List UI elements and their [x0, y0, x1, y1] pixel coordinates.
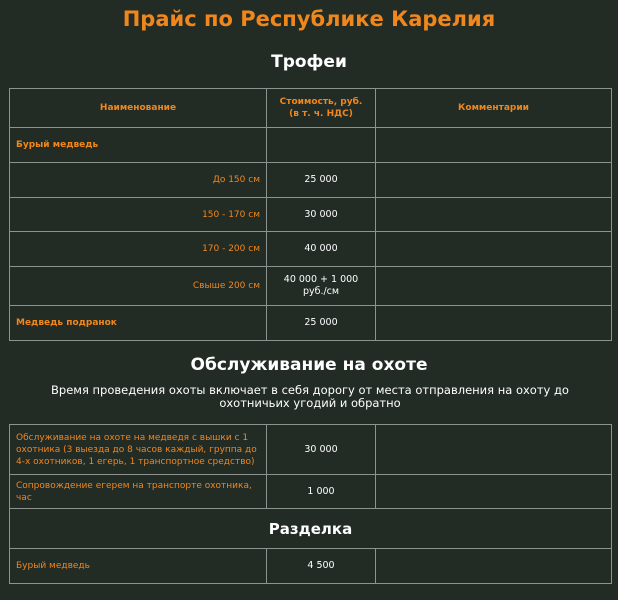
table-row [10, 198, 612, 232]
row-comment [376, 163, 612, 198]
row-price: 25 000 [267, 163, 376, 198]
table-row [10, 128, 612, 163]
service-note: Время проведения охоты включает в себя дорогу от места отправления на охоту до охотничьих угодий и обратно [51, 383, 569, 410]
row-price: 4 500 [267, 549, 376, 584]
table-row [10, 425, 612, 475]
row-name: Медведь подранок [10, 306, 267, 341]
row-comment [376, 232, 612, 267]
table-row [10, 306, 612, 341]
row-name: Бурый медведь [10, 549, 267, 584]
section-heading-butchering: Разделка [10, 509, 612, 549]
row-price: 30 000 [267, 198, 376, 232]
column-header-comment: Комментарии [376, 89, 612, 128]
row-name: Свыше 200 см [10, 267, 267, 306]
row-price: 40 000 [267, 232, 376, 267]
row-comment [376, 306, 612, 341]
trophies-table [9, 88, 612, 341]
page-title: Прайс по Республике Карелия [122, 7, 496, 31]
column-header-name: Наименование [10, 89, 267, 128]
row-comment [376, 549, 612, 584]
row-comment [376, 475, 612, 509]
row-comment [376, 425, 612, 475]
row-price: 25 000 [267, 306, 376, 341]
column-header-price: Стоимость, руб. (в т. ч. НДС) [267, 89, 376, 128]
table-row [10, 232, 612, 267]
row-comment [376, 267, 612, 306]
row-price: 40 000 + 1 000 руб./см [267, 267, 376, 306]
table-header-row [10, 89, 612, 128]
row-name: До 150 см [10, 163, 267, 198]
row-name: Обслуживание на охоте на медведя с вышки с 1 охотника (3 выезда до 8 часов каждый, группа до 4-х охотников, 1 егерь, 1 транспортное средство) [10, 425, 267, 475]
row-price: 1 000 [267, 475, 376, 509]
table-row [10, 163, 612, 198]
row-name: Сопровождение егерем на транспорте охотника, час [10, 475, 267, 509]
table-row [10, 475, 612, 509]
table-row [10, 267, 612, 306]
row-name: Бурый медведь [10, 128, 267, 163]
row-name: 150 - 170 см [10, 198, 267, 232]
section-heading-service: Обслуживание на охоте [190, 355, 428, 375]
row-comment [376, 128, 612, 163]
subheader-row [10, 509, 612, 549]
row-name: 170 - 200 см [10, 232, 267, 267]
service-table [9, 424, 612, 584]
row-comment [376, 198, 612, 232]
row-price: 30 000 [267, 425, 376, 475]
table-row [10, 549, 612, 584]
row-price [267, 128, 376, 163]
section-heading-trophies: Трофеи [271, 52, 347, 72]
